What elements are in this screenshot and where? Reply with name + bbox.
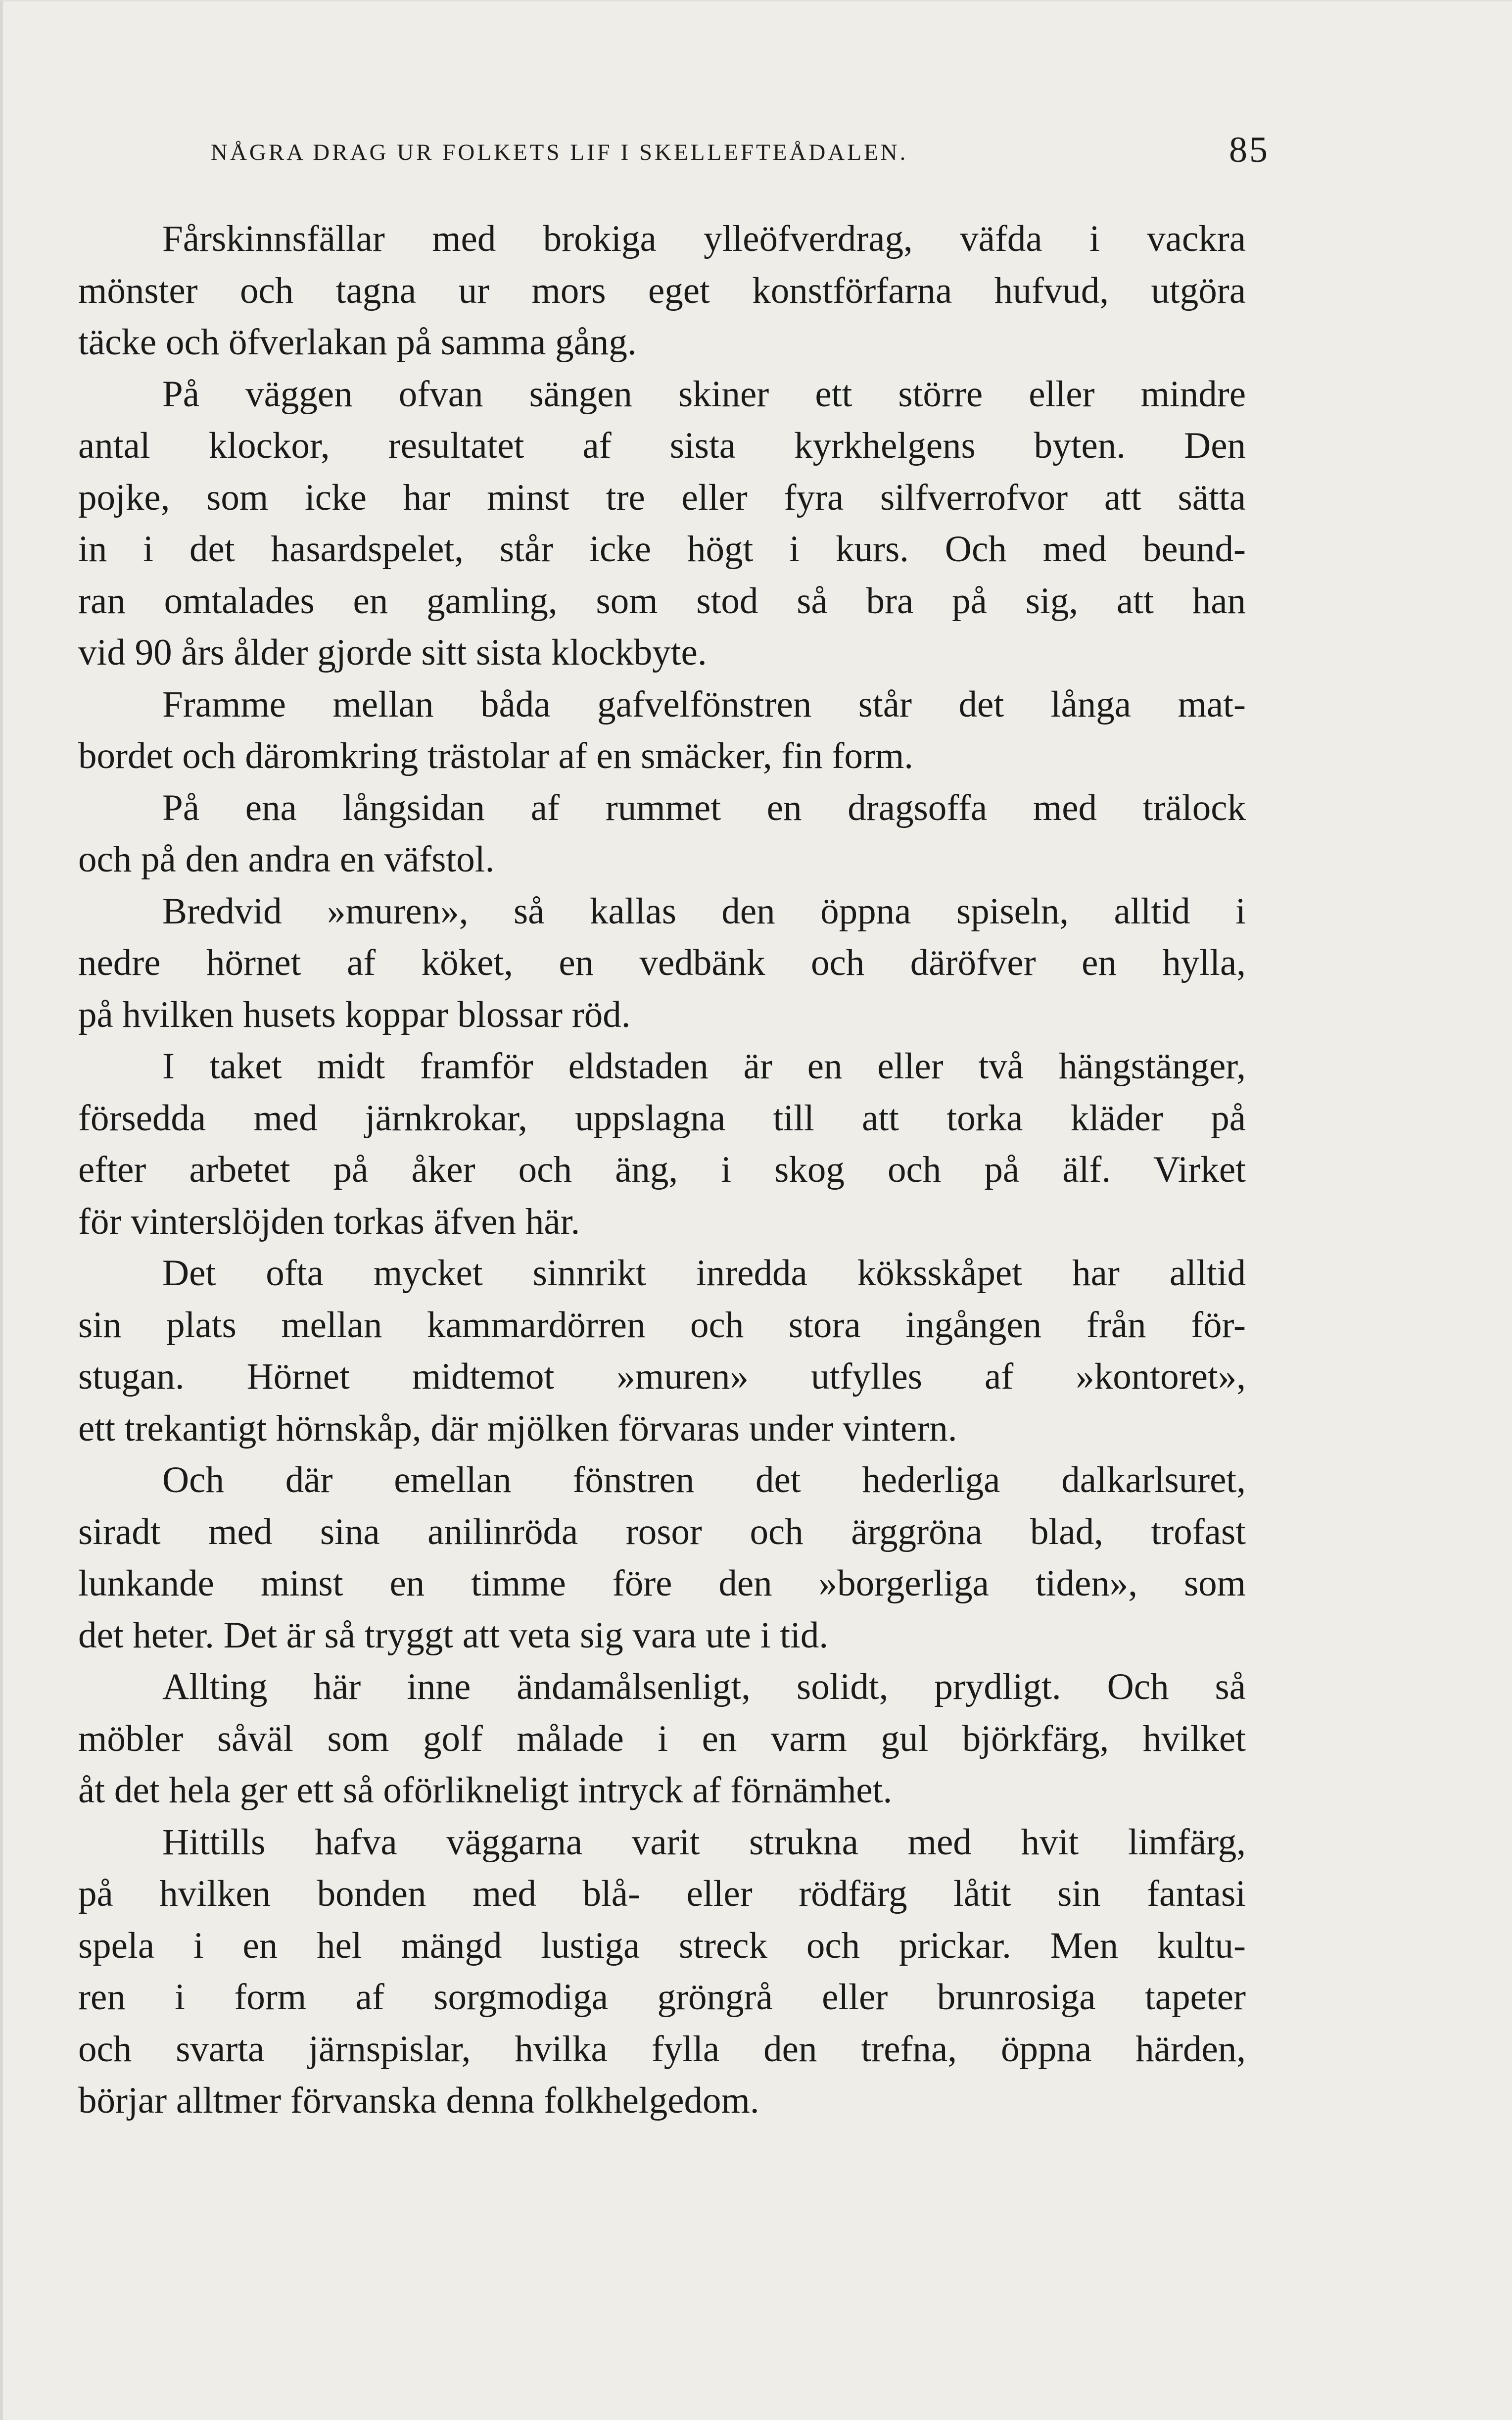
text-line: mönster och tagna ur mors eget konstförfarna hufvud, utgöra [78, 270, 1246, 311]
text-line: ett trekantigt hörnskåp, där mjölken förvaras under vintern. [78, 1407, 957, 1449]
text-line: och svarta järnspislar, hvilka fylla den trefna, öppna härden, [78, 2028, 1246, 2070]
text-line: Bredvid »muren», så kallas den öppna spiseln, alltid i [162, 890, 1246, 932]
text-line: börjar alltmer förvanska denna folkhelgedom. [78, 2080, 759, 2121]
text-line: bordet och däromkring trästolar af en smäcker, fin form. [78, 735, 914, 776]
text-line: sin plats mellan kammardörren och stora ingången från för- [78, 1304, 1246, 1346]
text-line: spela i en hel mängd lustiga streck och prickar. Men kultu- [78, 1925, 1246, 1966]
text-line: efter arbetet på åker och äng, i skog och på älf. Virket [78, 1149, 1246, 1190]
text-line: ran omtalades en gamling, som stod så bra på sig, att han [78, 580, 1246, 622]
text-line: Framme mellan båda gafvelfönstren står det långa mat- [162, 683, 1246, 725]
text-line: antal klockor, resultatet af sista kyrkhelgens byten. Den [78, 425, 1246, 466]
text-line: lunkande minst en timme före den »borgerliga tiden», som [78, 1563, 1246, 1604]
text-line: siradt med sina anilinröda rosor och ärggröna blad, trofast [78, 1511, 1246, 1552]
page-header [211, 129, 1270, 189]
text-line: På ena långsidan af rummet en dragsoffa med trälock [162, 787, 1246, 828]
text-line: Allting här inne ändamålsenligt, solidt, prydligt. Och så [162, 1666, 1246, 1707]
running-title: NÅGRA DRAG UR FOLKETS LIF I SKELLEFTEÅDALEN. [211, 140, 908, 165]
text-line: I taket midt framför eldstaden är en eller två hängstänger, [162, 1046, 1246, 1087]
text-line: ren i form af sorgmodiga gröngrå eller brunrosiga tapeter [78, 1977, 1246, 2018]
text-line: det heter. Det är så tryggt att veta sig vara ute i tid. [78, 1614, 829, 1656]
text-line: täcke och öfverlakan på samma gång. [78, 322, 637, 363]
text-line: på hvilken husets koppar blossar röd. [78, 994, 631, 1035]
text-line: och på den andra en väfstol. [78, 839, 495, 880]
text-line: nedre hörnet af köket, en vedbänk och däröfver en hylla, [78, 942, 1246, 983]
text-line: åt det hela ger ett så oförlikneligt intryck af förnämhet. [78, 1770, 893, 1811]
text-line: på hvilken bonden med blå- eller rödfärg låtit sin fantasi [78, 1873, 1246, 1914]
text-line: På väggen ofvan sängen skiner ett större eller mindre [162, 373, 1246, 415]
text-line: möbler såväl som golf målade i en varm gul björkfärg, hvilket [78, 1718, 1246, 1759]
text-line: stugan. Hörnet midtemot »muren» utfylles af »kontoret», [78, 1356, 1246, 1397]
text-line: Hittills hafva väggarna varit strukna med hvit limfärg, [162, 1821, 1246, 1863]
body-text [78, 213, 1246, 2127]
text-line: Fårskinnsfällar med brokiga ylleöfverdrag, väfda i vackra [162, 218, 1246, 259]
text-line: vid 90 års ålder gjorde sitt sista klockbyte. [78, 632, 707, 673]
text-line: försedda med järnkrokar, uppslagna till att torka kläder på [78, 1097, 1246, 1139]
text-line: pojke, som icke har minst tre eller fyra silfverrofvor att sätta [78, 477, 1246, 518]
text-line: in i det hasardspelet, står icke högt i kurs. Och med beund- [78, 529, 1246, 570]
page-number: 85 [1229, 130, 1270, 170]
text-line: Och där emellan fönstren det hederliga dalkarlsuret, [162, 1459, 1246, 1500]
text-line: Det ofta mycket sinnrikt inredda köksskåpet har alltid [162, 1253, 1246, 1294]
text-line: för vinterslöjden torkas äfven här. [78, 1201, 580, 1242]
